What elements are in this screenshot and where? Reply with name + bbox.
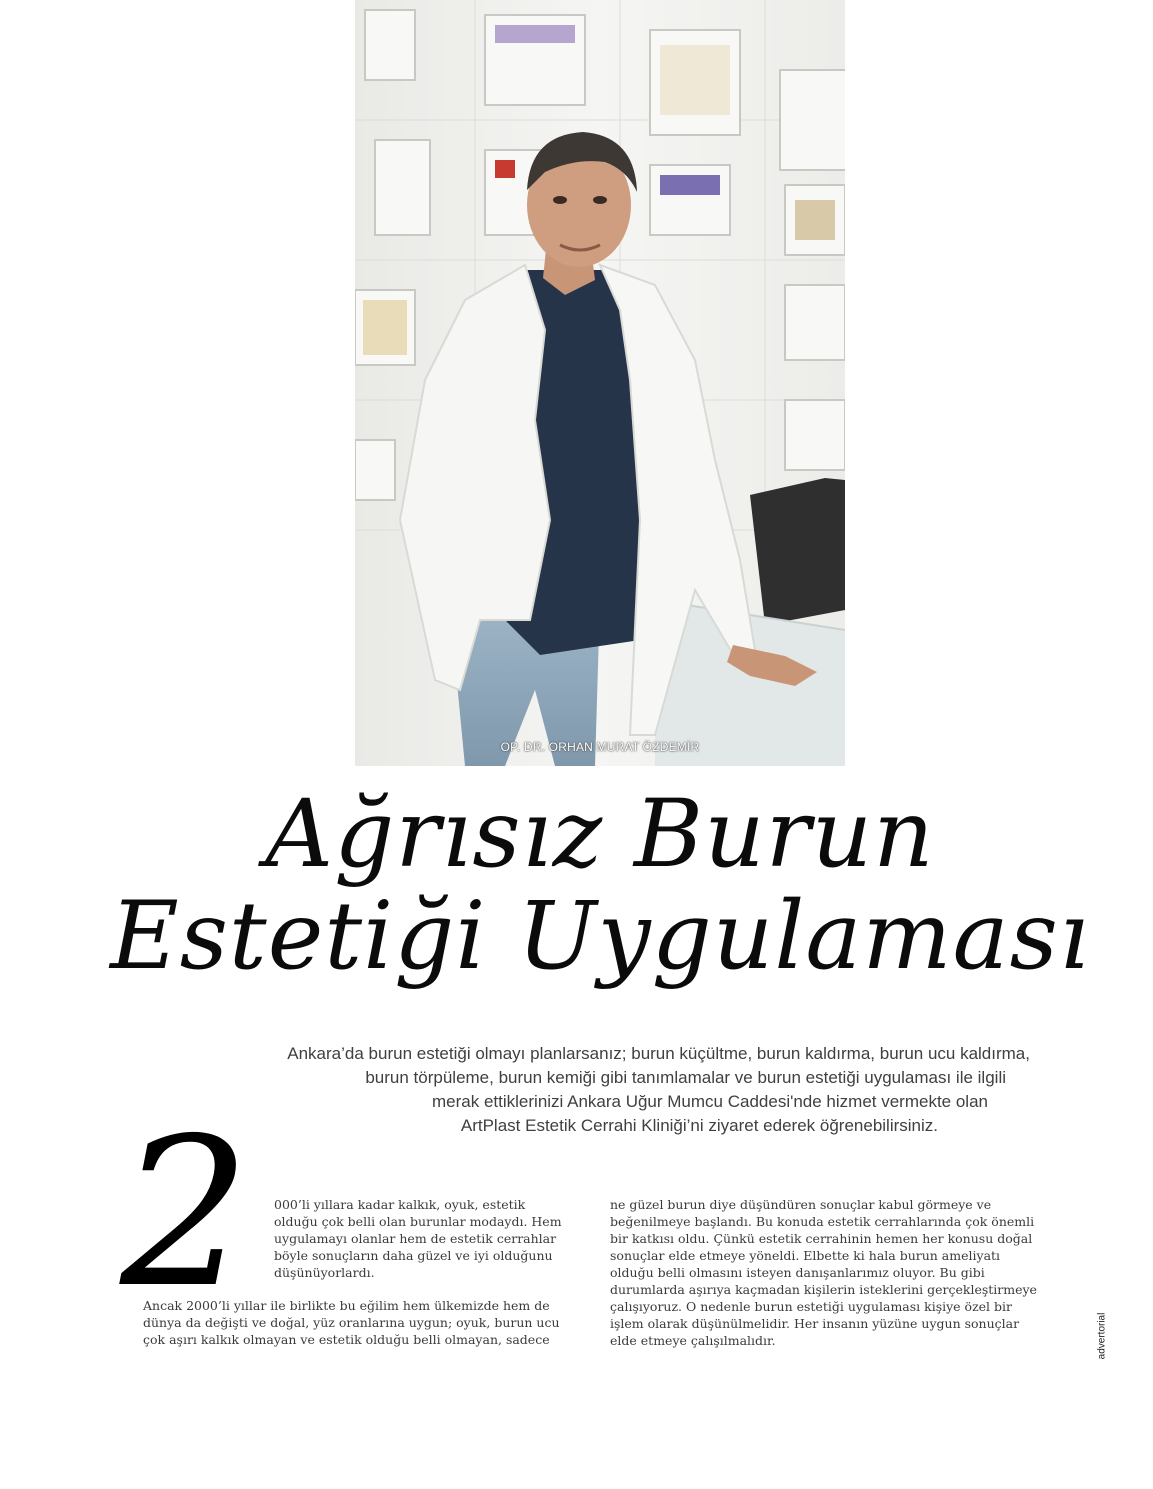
body-line: işlem olarak düşünülmelidir. Her insanın yüzüne uygun sonuçlar: [610, 1316, 1020, 1331]
body-line: bir katkısı oldu. Çünkü estetik cerrahinin hemen her konusu doğal: [610, 1231, 1033, 1246]
body-line: çalışıyoruz. O nedenle burun estetiği uygulaması kişiye özel bir: [610, 1299, 1013, 1314]
body-line: düşünüyorlardı.: [274, 1265, 375, 1280]
article-title-line-1: Ağrısız Burun: [265, 780, 935, 889]
body-line: elde etmeye çalışılmalıdır.: [610, 1333, 776, 1348]
body-line: sonuçlar elde etmeye yöneldi. Elbette ki hala burun ameliyatı: [610, 1248, 1001, 1263]
body-line: böyle sonuçların daha güzel ve iyi olduğunu: [274, 1248, 553, 1263]
body-line: durumlarda aşırıya kaçmadan kişilerin isteklerini gerçekleştirmeye: [610, 1282, 1037, 1297]
lead-paragraph: [150, 1042, 1030, 1138]
advertorial-label-text: advertorial: [1096, 1312, 1108, 1360]
article-column-2: [610, 1196, 1037, 1349]
body-line: 000’li yıllara kadar kalkık, oyuk, estetik: [274, 1197, 526, 1212]
body-line: olduğu çok belli olan burunlar modaydı. Hem: [274, 1214, 562, 1229]
advertorial-label: [1092, 1296, 1112, 1376]
body-line: dünya da değişti ve doğal, yüz oranlarına uygun; oyuk, burun ucu: [143, 1315, 560, 1330]
lead-line: merak ettiklerinizi Ankara Uğur Mumcu Caddesi'nde hizmet vermekte olan: [432, 1092, 988, 1111]
lead-line: Ankara’da burun estetiği olmayı planlarsanız; burun küçültme, burun kaldırma, burun ucu kaldırma,: [287, 1044, 1030, 1063]
body-line: çok aşırı kalkık olmayan ve estetik olduğu belli olmayan, sadece: [143, 1332, 550, 1347]
lead-line: burun törpüleme, burun kemiği gibi tanımlamalar ve burun estetiği uygulaması ile ilgili: [365, 1068, 1006, 1087]
body-line: uygulamayı olanlar hem de estetik cerrahlar: [274, 1231, 557, 1246]
article-title-line-2: Estetiği Uygulaması: [110, 882, 1090, 991]
drop-cap: 2: [120, 1095, 251, 1333]
body-line: olduğu belli olmasını isteyen danışanlarımız oluyor. Bu gibi: [610, 1265, 985, 1280]
article-column-1-bottom: [143, 1297, 560, 1348]
doctor-photo: [355, 0, 845, 766]
body-line: ne güzel burun diye düşündüren sonuçlar kabul görmeye ve: [610, 1197, 992, 1212]
body-line: beğenilmeye başlandı. Bu konuda estetik cerrahlarında çok önemli: [610, 1214, 1035, 1229]
body-line: Ancak 2000’li yıllar ile birlikte bu eğilim hem ülkemizde hem de: [143, 1298, 550, 1313]
photo-caption: OP. DR. ORHAN MURAT ÖZDEMİR: [500, 740, 700, 754]
article-column-1-top: [274, 1196, 562, 1281]
doctor-illustration: [355, 0, 845, 766]
lead-line: ArtPlast Estetik Cerrahi Kliniği’ni ziyaret ederek öğrenebilirsiniz.: [460, 1116, 938, 1135]
